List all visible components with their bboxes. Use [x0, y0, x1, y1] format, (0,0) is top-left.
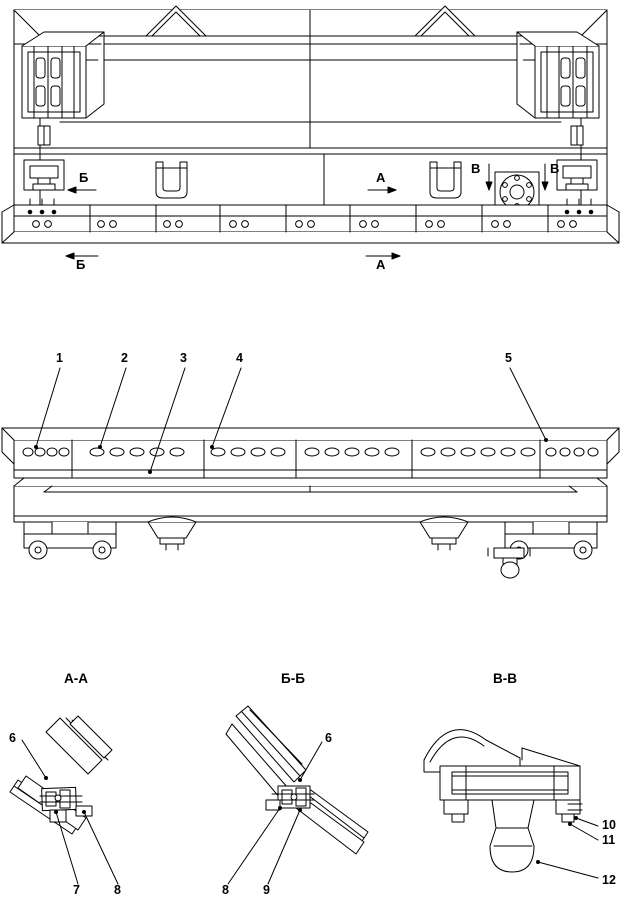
- section-title-bb: Б-Б: [281, 671, 305, 686]
- section-vv: [424, 730, 598, 878]
- callout-5: 5: [505, 351, 512, 365]
- section-title-aa: А-А: [64, 671, 88, 686]
- section-mark-v-left: В: [471, 161, 481, 176]
- side-hopper-right: [420, 517, 468, 550]
- top-left-plate: [24, 160, 64, 190]
- callout-aa-6: 6: [9, 731, 16, 745]
- callout-2: 2: [121, 351, 128, 365]
- callout-bb-8: 8: [222, 883, 229, 897]
- side-hopper-left: [148, 517, 196, 550]
- callout-bb-6: 6: [325, 731, 332, 745]
- section-aa: [10, 716, 118, 884]
- callout-aa-8: 8: [114, 883, 121, 897]
- callout-vv-10: 10: [602, 818, 616, 832]
- top-view: [2, 6, 619, 259]
- side-view: [2, 368, 619, 578]
- callout-bb-9: 9: [263, 883, 270, 897]
- callout-vv-12: 12: [602, 873, 616, 887]
- top-bottom-sill: [2, 199, 619, 243]
- callout-vv-11: 11: [602, 833, 616, 847]
- section-bb: [226, 706, 368, 884]
- callout-1: 1: [56, 351, 63, 365]
- section-mark-b-lower: Б: [76, 257, 86, 272]
- section-vv-leaders: [536, 816, 598, 878]
- section-mark-v-right: В: [550, 161, 560, 176]
- section-mark-b-upper: Б: [79, 170, 89, 185]
- side-coupler: [488, 548, 530, 578]
- top-right-plate: [557, 160, 597, 190]
- callout-4: 4: [236, 351, 243, 365]
- section-mark-a-lower: А: [376, 257, 386, 272]
- callout-3: 3: [180, 351, 187, 365]
- side-bogie-left: [24, 522, 116, 559]
- section-title-vv: В-В: [493, 671, 517, 686]
- callout-aa-7: 7: [73, 883, 80, 897]
- section-mark-a-upper: А: [376, 170, 386, 185]
